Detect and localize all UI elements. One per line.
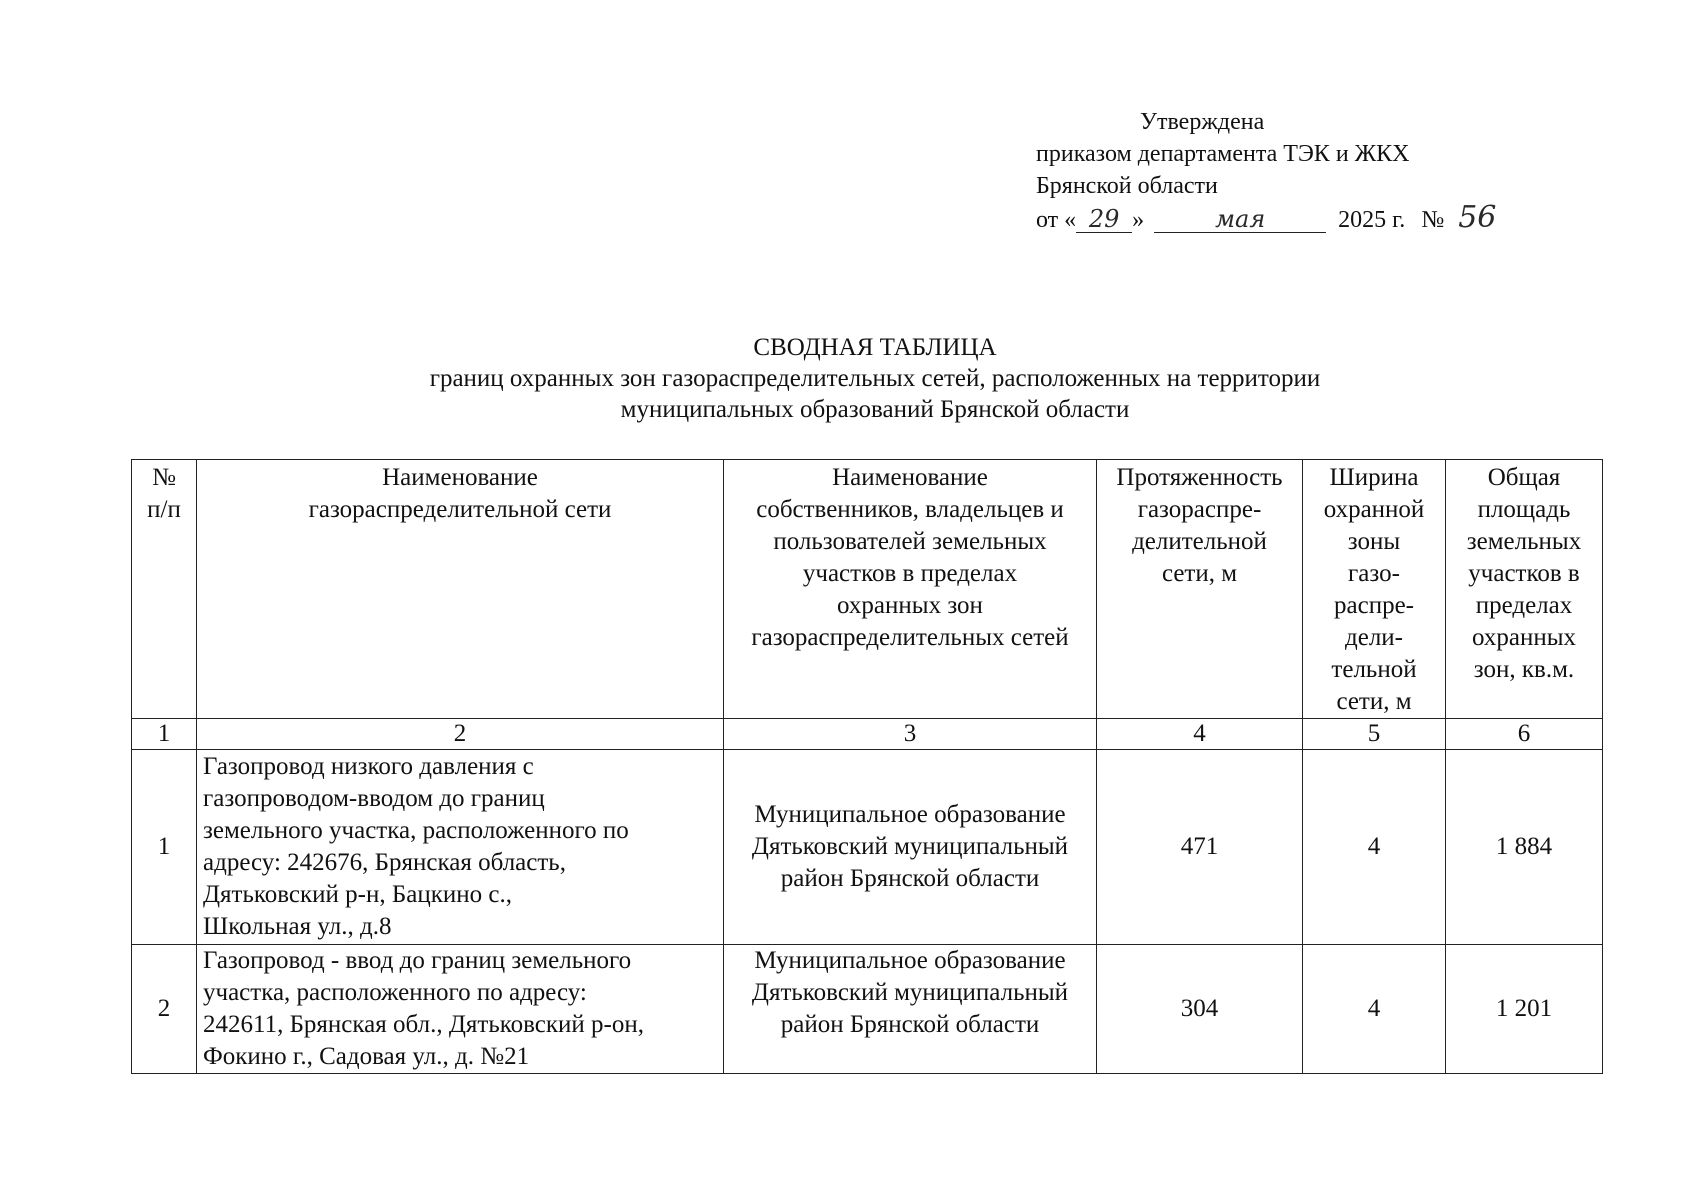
approval-order-line: приказом департамента ТЭК и ЖКХ xyxy=(1036,141,1410,167)
network-name-cell: Газопровод - ввод до границ земельного участка, расположенного по адресу: 242611, Брянская обл., Дятьковский р-он, Фокино г., Садовая ул., д. №21 xyxy=(197,945,724,1074)
area-cell: 1 884 xyxy=(1446,750,1603,945)
column-number: 2 xyxy=(197,719,724,750)
row-number: 2 xyxy=(132,945,197,1074)
area-cell: 1 201 xyxy=(1446,945,1603,1074)
approval-region-line: Брянской области xyxy=(1036,173,1218,199)
table-row xyxy=(132,945,1603,1074)
length-cell: 304 xyxy=(1097,945,1303,1074)
column-number: 1 xyxy=(132,719,197,750)
owner-cell: Муниципальное образование Дятьковский муниципальный район Брянской области xyxy=(724,945,1097,1074)
header-row xyxy=(132,460,1603,719)
document-subtitle-line2: муниципальных образований Брянской области xyxy=(620,396,1130,423)
zone-width-cell: 4 xyxy=(1303,750,1446,945)
column-number: 6 xyxy=(1446,719,1603,750)
header-total-area: Общая площадь земельных участков в пределах охранных зон, кв.м. xyxy=(1446,460,1603,719)
from-label: от « xyxy=(1036,207,1077,233)
summary-table xyxy=(131,459,1603,1074)
approval-date-line xyxy=(1036,202,1496,236)
network-name-cell: Газопровод низкого давления с газопроводом-вводом до границ земельного участка, расположенного по адресу: 242676, Брянская область, Дятьковский р-н, Бацкино с., Школьная ул., д.8 xyxy=(197,750,724,945)
header-number: № п/п xyxy=(132,460,197,719)
approval-stamp xyxy=(1036,106,1496,236)
number-label: № xyxy=(1421,207,1445,233)
header-length: Протяженность газораспре- делительной сети, м xyxy=(1097,460,1303,719)
row-number: 1 xyxy=(132,750,197,945)
header-network-name: Наименование газораспределительной сети xyxy=(197,460,724,719)
length-cell: 471 xyxy=(1097,750,1303,945)
column-number: 3 xyxy=(724,719,1097,750)
handwritten-day: 29 xyxy=(1076,206,1132,233)
year-text: 2025 г. xyxy=(1338,207,1406,233)
column-number: 5 xyxy=(1303,719,1446,750)
header-zone-width: Ширина охранной зоны газо- распре- дели- тельной сети, м xyxy=(1303,460,1446,719)
column-number: 4 xyxy=(1097,719,1303,750)
column-number-row xyxy=(132,719,1603,750)
close-quote: » xyxy=(1132,207,1145,233)
approval-title: Утверждена xyxy=(1140,109,1265,135)
header-owners: Наименование собственников, владельцев и пользователей земельных участков в пределах охранных зон газораспределительных сетей xyxy=(724,460,1097,719)
document-title: СВОДНАЯ ТАБЛИЦА xyxy=(753,334,997,361)
handwritten-number: 56 xyxy=(1458,200,1497,235)
table-row xyxy=(132,750,1603,945)
document-subtitle-line1: границ охранных зон газораспределительных сетей, расположенных на территории xyxy=(429,365,1321,392)
zone-width-cell: 4 xyxy=(1303,945,1446,1074)
handwritten-month: мая xyxy=(1154,206,1326,233)
document-heading xyxy=(0,332,1682,425)
owner-cell: Муниципальное образование Дятьковский муниципальный район Брянской области xyxy=(724,750,1097,945)
